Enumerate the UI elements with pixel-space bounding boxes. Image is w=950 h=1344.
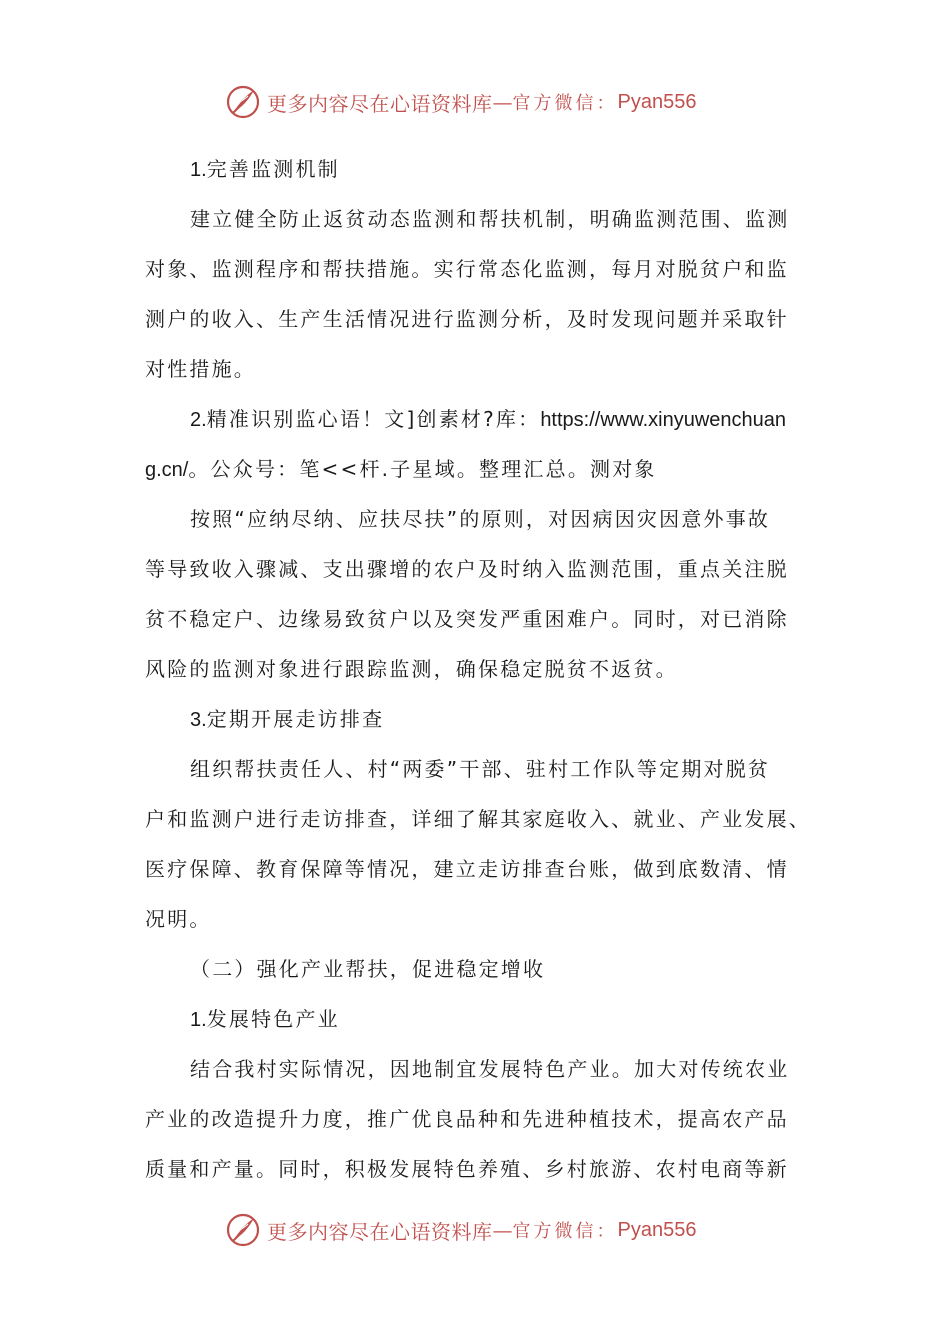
header-banner	[225, 80, 745, 124]
paragraph-line: 测户的收入、生产生活情况进行监测分析，及时发现问题并采取针	[145, 307, 789, 331]
quill-logo-icon	[225, 1212, 261, 1248]
paragraph-line: 对性措施。	[145, 357, 256, 381]
footer-wechat-id: Pyan556	[617, 1218, 697, 1241]
body-text	[145, 144, 810, 1194]
subheading-2: 2.精准识别监心语！文]创素材?库：https://www.xinyuwenchuan	[190, 407, 786, 431]
header-wechat-id: Pyan556	[617, 90, 697, 113]
paragraph-line: 组织帮扶责任人、村“两委”干部、驻村工作队等定期对脱贫	[190, 757, 771, 781]
paragraph-line: 产业的改造提升力度，推广优良品种和先进种植技术，提高农产品	[145, 1107, 789, 1131]
paragraph-line: 按照“应纳尽纳、应扶尽扶”的原则，对因病因灾因意外事故	[190, 507, 771, 531]
paragraph-line: 建立健全防止返贫动态监测和帮扶机制，明确监测范围、监测	[190, 207, 790, 231]
website-url: https://www.xinyuwenchuan	[540, 409, 786, 431]
header-separator: —	[492, 90, 513, 114]
quill-logo-icon	[225, 84, 261, 120]
paragraph-line: 户和监测户进行走访排查，详细了解其家庭收入、就业、产业发展、	[145, 807, 811, 831]
section-heading: （二）强化产业帮扶，促进稳定增收	[190, 957, 546, 981]
footer-wechat-label: 官方微信：	[512, 1221, 618, 1242]
footer-site-text: 更多内容尽在心语资料库	[267, 1219, 493, 1244]
subheading-3: 3.定期开展走访排查	[190, 707, 385, 731]
paragraph-line: 风险的监测对象进行跟踪监测，确保稳定脱贫不返贫。	[145, 657, 678, 681]
subheading-4: 1.发展特色产业	[190, 1007, 340, 1031]
paragraph-line: g.cn/。公众号：笔<<杆.子星域。整理汇总。测对象	[145, 457, 657, 481]
footer-separator: —	[492, 1218, 513, 1242]
paragraph-line: 结合我村实际情况，因地制宜发展特色产业。加大对传统农业	[190, 1057, 790, 1081]
paragraph-line: 医疗保障、教育保障等情况，建立走访排查台账，做到底数清、情	[145, 857, 789, 881]
paragraph-line: 质量和产量。同时，积极发展特色养殖、乡村旅游、农村电商等新	[145, 1157, 789, 1181]
paragraph-line: 贫不稳定户、边缘易致贫户以及突发严重困难户。同时，对已消除	[145, 607, 789, 631]
footer-banner	[225, 1208, 745, 1252]
header-site-text: 更多内容尽在心语资料库	[267, 91, 493, 116]
paragraph-line: 等导致收入骤减、支出骤增的农户及时纳入监测范围，重点关注脱	[145, 557, 789, 581]
header-wechat-label: 官方微信：	[512, 93, 618, 114]
paragraph-line: 况明。	[145, 907, 212, 931]
subheading-1: 1.完善监测机制	[190, 157, 340, 181]
paragraph-line: 对象、监测程序和帮扶措施。实行常态化监测，每月对脱贫户和监	[145, 257, 789, 281]
